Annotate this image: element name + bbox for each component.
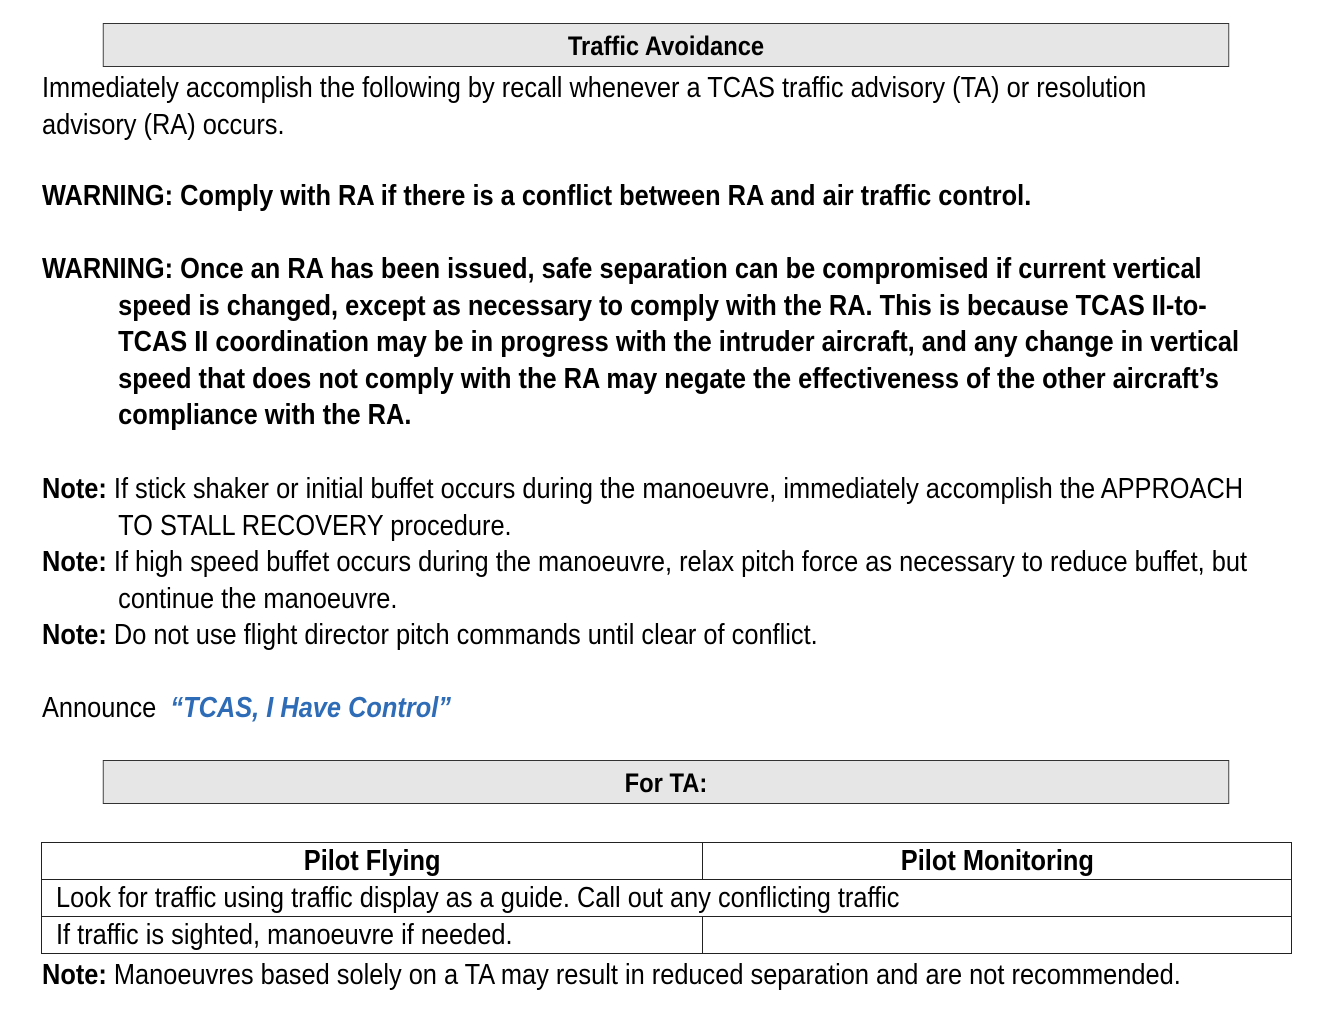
note-1-label: Note:: [42, 473, 107, 505]
note-1: [42, 471, 1302, 508]
intro-paragraph: [42, 70, 1302, 143]
ta-section-bar: [103, 760, 1229, 804]
row-1-cell: Look for traffic using traffic display as a guide. Call out any conflicting traffic: [42, 880, 1292, 917]
table-row: [42, 917, 1292, 954]
crew-actions-table: [41, 842, 1292, 954]
final-note: [42, 957, 1302, 994]
note-2-line-2: continue the manoeuvre.: [118, 582, 398, 615]
warning-2-label: WARNING:: [42, 253, 174, 285]
announce-callout: “TCAS, I Have Control”: [170, 692, 451, 724]
ta-section-title: For TA:: [624, 768, 708, 798]
note-2: [42, 544, 1302, 581]
note-3-label: Note:: [42, 619, 107, 651]
warning-2-line-3: TCAS II coordination may be in progress with the intruder aircraft, and any change in vertical: [118, 326, 1240, 358]
warning-1: [42, 178, 1302, 215]
warning-2: [42, 251, 1302, 434]
header-pilot-monitoring: Pilot Monitoring: [703, 843, 1292, 880]
final-note-label: Note:: [42, 959, 107, 991]
announce-line: [42, 690, 1302, 727]
intro-line-1: Immediately accomplish the following by recall whenever a TCAS traffic advisory (TA) or resolution: [42, 72, 1147, 104]
warning-2-line-5: compliance with the RA.: [118, 399, 412, 431]
note-3: [42, 617, 1302, 654]
table-header-row: [42, 843, 1292, 880]
section-title-bar: [103, 23, 1229, 67]
warning-2-line-2: speed is changed, except as necessary to comply with the RA. This is because TCAS II-to-: [118, 289, 1207, 322]
table-row: [42, 880, 1292, 917]
note-1-line-2: TO STALL RECOVERY procedure.: [118, 509, 512, 542]
row-2-pilot-flying: If traffic is sighted, manoeuvre if needed.: [42, 917, 703, 954]
page-title: Traffic Avoidance: [567, 31, 765, 61]
final-note-text: Manoeuvres based solely on a TA may result in reduced separation and are not recommended.: [113, 959, 1181, 991]
warning-1-text: Comply with RA if there is a conflict between RA and air traffic control.: [180, 180, 1032, 212]
intro-line-2: advisory (RA) occurs.: [42, 108, 285, 141]
note-1-line-1: If stick shaker or initial buffet occurs during the manoeuvre, immediately accomplish the APPROACH: [113, 473, 1244, 505]
header-pilot-flying: Pilot Flying: [42, 843, 703, 880]
row-2-pilot-monitoring: [703, 917, 1292, 954]
notes-block: [42, 471, 1302, 654]
note-2-label: Note:: [42, 546, 107, 578]
warning-1-label: WARNING:: [42, 180, 174, 212]
note-2-line-1: If high speed buffet occurs during the manoeuvre, relax pitch force as necessary to reduce buffet, but: [113, 546, 1248, 578]
note-3-line-1: Do not use flight director pitch commands until clear of conflict.: [113, 619, 818, 651]
warning-2-line-1: Once an RA has been issued, safe separation can be compromised if current vertical: [180, 253, 1202, 285]
warning-2-line-4: speed that does not comply with the RA may negate the effectiveness of the other aircraft’s: [118, 362, 1219, 395]
announce-label: Announce: [42, 692, 157, 724]
